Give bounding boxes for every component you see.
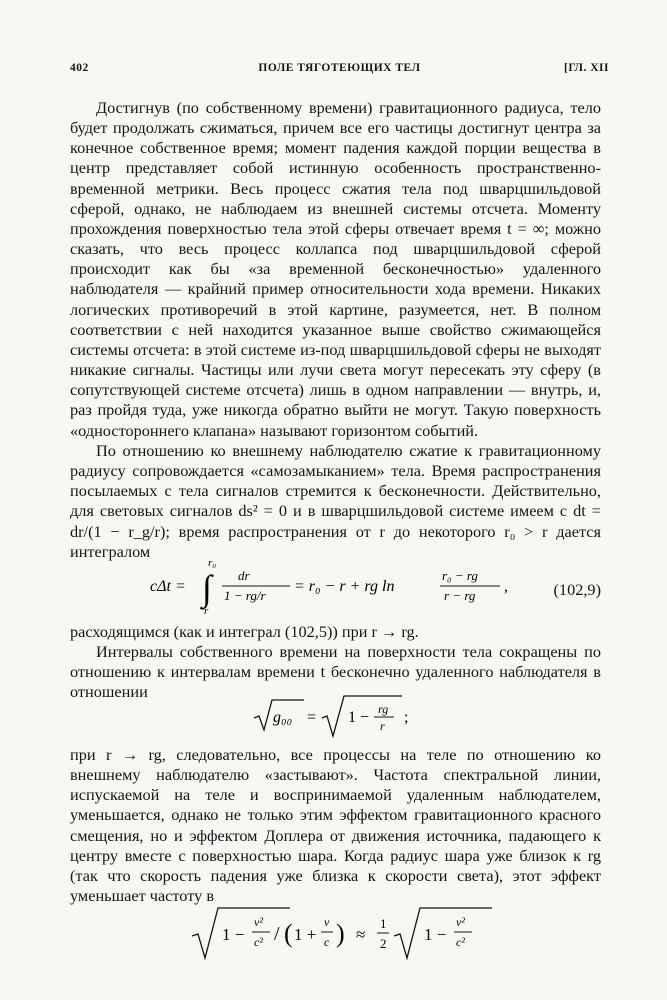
paragraph-1-text: Достигнув (по собственному времени) гравитационного радиуса, тело будет продолжать сжиматься, причем все его частицы достигнут центра за конечное собственное время; момент падения каждой порции вещества в центр представляет собой истинную особенность пространственно-временной метрики. Весь процесс сжатия тела под шварцшильдовой сферой, однако, не наблюдаем из внешней системы отсчета. Моменту прохождения поверхностью тела этой сферы отвечает время t = ∞; можно сказать, что весь процесс коллапса под шварцшильдовой сферой происходит как бы «за временной бесконечностью» удаленного наблюдателя — крайний пример относительности хода времени. Никаких логических противоречий в этой картине, разумеется, нет. В полном соответствии с ней находится указанное выше свойство сжимающейся системы отсчета: в этой системе из-под шварцшильдовой сферы не выходят никакие сигналы. Частицы или лучи света могут пересекать эту сферу (в сопутствующей системе отсчета) лишь в одном направлении — внутрь, и, раз пройдя туда, уже никогда обратно выйти не могут. Такую поверхность «одностороннего клапана» называют горизонтом событий.	[70, 98, 601, 440]
eq1-denominator: 1 − rg/r	[224, 588, 266, 603]
eq1-numerator: dr	[238, 568, 250, 583]
equation-number: (102,9)	[553, 580, 601, 599]
eq2-denominator: r	[380, 719, 385, 733]
paragraph-5	[70, 745, 601, 906]
eq2-numerator: rg	[378, 702, 389, 716]
eq1-upper-limit: r₀	[208, 557, 217, 569]
eq3-v2: v²	[254, 915, 263, 929]
paragraph-1	[70, 98, 601, 441]
sqrt-equation-svg	[252, 692, 432, 740]
integral-equation-svg	[150, 554, 530, 620]
eq2-one-minus: 1 −	[348, 709, 370, 726]
eq3-lparen: (	[284, 919, 293, 948]
eq3-one-plus: 1 +	[294, 925, 317, 944]
eq3-v: v	[324, 915, 330, 929]
eq3-c2: c²	[254, 935, 263, 949]
eq2-semicolon: ;	[404, 709, 409, 726]
eq2-g00: g₀₀	[273, 709, 293, 726]
eq3-one-minus-2: 1 −	[424, 925, 447, 944]
eq2-equals: =	[307, 709, 317, 726]
page-header	[70, 62, 609, 80]
page-number: 402	[70, 62, 89, 74]
eq1-comma: ,	[504, 578, 508, 595]
paragraph-3	[70, 622, 601, 642]
paragraph-2	[70, 441, 601, 562]
eq1-log-numerator: r₀ − rg	[442, 568, 478, 583]
paragraph-2-text: По отношению ко внешнему наблюдателю сжатие к гравитационному радиусу сопровождается «самозамыканием» тела. Время распространения посылаемых с тела сигналов стремится к бесконечности. Действительно, для световых сигналов ds² = 0 и в шварцшильдовой системе имеем c dt = dr/(1 − r_g/r); время распространения от r до некоторого r₀ > r дается интегралом	[70, 441, 601, 561]
chapter-label: [ГЛ. XII	[564, 62, 609, 74]
equation-doppler	[190, 902, 500, 962]
equation-102-9	[150, 554, 601, 620]
eq3-slash: /	[274, 923, 280, 945]
eq1-rhs: = r₀ − r + rg ln	[294, 578, 395, 595]
eq1-lhs: cΔt =	[150, 578, 186, 595]
integral-sign-icon: ∫	[202, 568, 212, 608]
paragraph-4-text: Интервалы собственного времени на поверхности тела сокращены по отношению к интервалам времени t бесконечно удаленного наблюдателя в отношении	[70, 642, 601, 702]
equation-sqrt-g00	[252, 692, 432, 740]
eq3-one-minus: 1 −	[222, 925, 245, 944]
eq3-approx: ≈	[356, 925, 366, 944]
paragraph-5-text: при r → rg, следовательно, все процессы на теле по отношению ко внешнему наблюдателю «застывают». Частота спектральной линии, испускаемой на теле и воспринимаемой удаленным наблюдателем, уменьшается, однако не только этим эффектом гравитационного красного смещения, но и эффектом Доплера от движения источника, падающего к центру вместе с поверхностью шара. Когда радиус шара уже близок к rg (так что скорость падения уже близка к скорости света), этот эффект уменьшает частоту в	[70, 745, 601, 906]
eq1-log-denominator: r − rg	[444, 588, 476, 603]
eq3-rparen: )	[336, 919, 345, 948]
eq3-half-num: 1	[380, 916, 387, 931]
eq3-half-den: 2	[380, 936, 387, 951]
eq3-v2-b: v²	[456, 915, 465, 929]
eq3-c: c	[324, 935, 330, 949]
eq1-lower-limit: r	[204, 605, 209, 617]
doppler-equation-svg	[190, 902, 500, 962]
eq3-c2-b: c²	[456, 935, 465, 949]
paragraph-3-text: расходящимся (как и интеграл (102,5)) при r → rg.	[70, 622, 419, 641]
running-title: ПОЛЕ ТЯГОТЕЮЩИХ ТЕЛ	[258, 62, 421, 74]
